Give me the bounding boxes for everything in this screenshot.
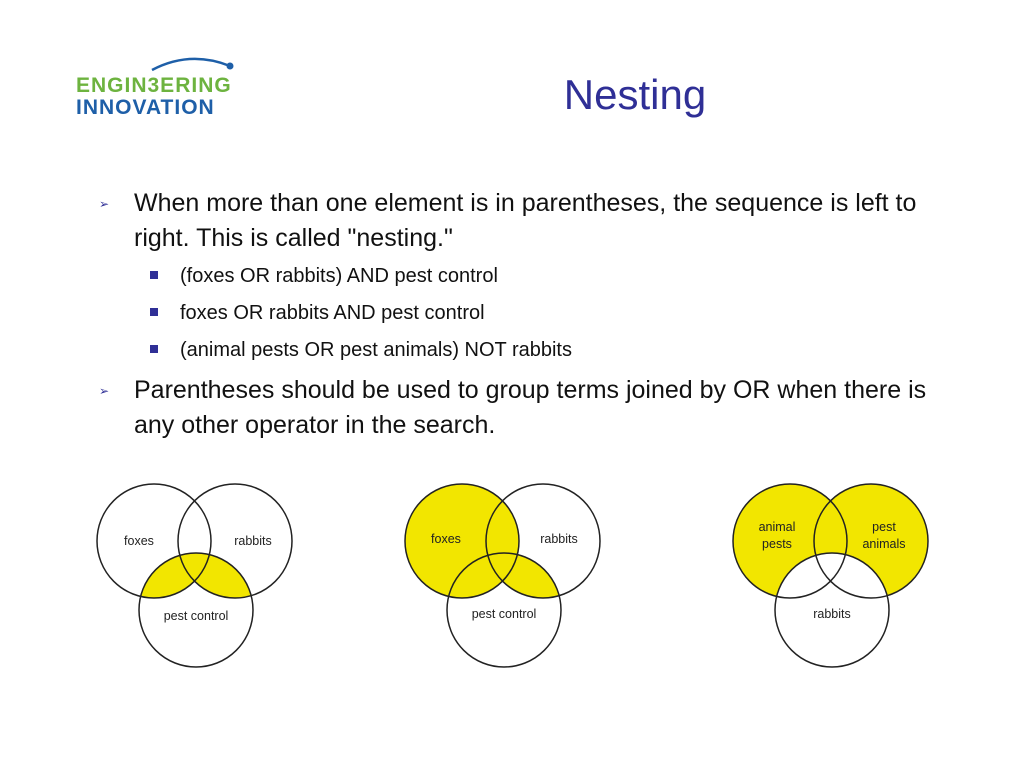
engineering-innovation-logo [72, 48, 284, 124]
logo-line-2: INNOVATION [76, 96, 215, 119]
logo-line-1: ENGIN3ERING [76, 74, 232, 97]
bullet-text: When more than one element is in parentheses, the sequence is left to right. This is called "nesting." [134, 189, 917, 252]
sub-bullet-text: (foxes OR rabbits) AND pest control [180, 265, 498, 287]
slide-title: Nesting [563, 71, 707, 118]
sub-bullet-item [96, 262, 966, 290]
label-pest-control: pest control [163, 609, 229, 623]
bullet-item [96, 373, 966, 443]
label-foxes: foxes [124, 534, 154, 548]
square-bullet-icon [150, 345, 158, 353]
label-rabbits: rabbits [813, 607, 851, 621]
label-pest: pest [872, 520, 896, 534]
sub-bullet-item [96, 336, 966, 364]
venn-diagram-2 [404, 478, 578, 670]
label-rabbits: rabbits [234, 534, 272, 548]
label-animal: animal [758, 520, 796, 534]
arrow-bullet-icon: ➢ [99, 197, 110, 211]
arrow-bullet-icon: ➢ [99, 384, 110, 398]
bullet-text: Parentheses should be used to group terms joined by OR when there is any other operator in the search. [134, 376, 927, 439]
square-bullet-icon [150, 271, 158, 279]
venn-diagram-1 [96, 478, 272, 670]
sub-bullet-text: foxes OR rabbits AND pest control [180, 302, 485, 324]
sub-bullet-text: (animal pests OR pest animals) NOT rabbits [180, 339, 572, 361]
slide-content [96, 186, 966, 449]
venn-diagram-3 [732, 478, 906, 670]
label-animals: animals [862, 537, 906, 551]
label-foxes: foxes [431, 532, 461, 546]
square-bullet-icon [150, 308, 158, 316]
bullet-item [96, 186, 966, 256]
label-rabbits: rabbits [540, 532, 578, 546]
label-pests: pests [762, 537, 792, 551]
label-pest-control: pest control [471, 607, 537, 621]
sub-bullet-item [96, 299, 966, 327]
